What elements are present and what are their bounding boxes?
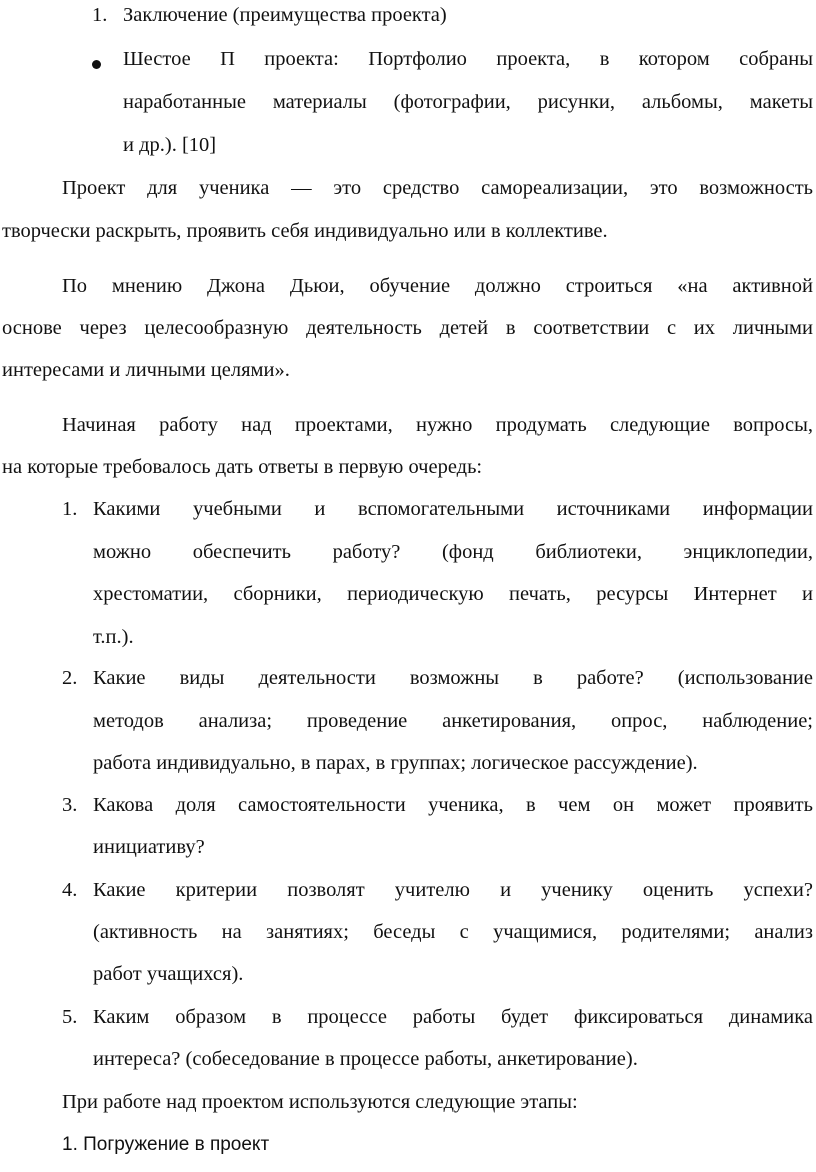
list-item-line: Какие критерии позволят учителю и ученику оценить успехи? — [93, 879, 813, 901]
list-item-line: Какова доля самостоятельности ученика, в чем он может проявить — [93, 794, 813, 816]
paragraph-line: При работе над проектом используются следующие этапы: — [62, 1091, 578, 1113]
list-item-line: инициативу? — [93, 836, 205, 858]
list-number: 4. — [62, 879, 78, 901]
paragraph-line: основе через целесообразную деятельность детей в соответствии с их личными — [2, 317, 813, 339]
list-item-line: можно обеспечить работу? (фонд библиотеки, энциклопедии, — [93, 541, 813, 563]
paragraph-line: По мнению Джона Дьюи, обучение должно строиться «на активной — [62, 275, 813, 297]
list-item-line: Какие виды деятельности возможны в работе? (использование — [93, 667, 813, 689]
list-item-text: Заключение (преимущества проекта) — [123, 4, 447, 26]
bullet-icon — [92, 60, 101, 69]
list-item-line: Каким образом в процессе работы будет фиксироваться динамика — [93, 1006, 813, 1028]
bullet-line: наработанные материалы (фотографии, рисунки, альбомы, макеты — [123, 91, 813, 113]
list-item-line: т.п.). — [93, 626, 134, 648]
bullet-line: и др.). [10] — [123, 134, 217, 156]
list-item-line: Какими учебными и вспомогательными источниками информации — [93, 498, 813, 520]
paragraph-line: Проект для ученика — это средство самореализации, это возможность — [62, 177, 813, 199]
list-number: 5. — [62, 1006, 78, 1028]
paragraph-line: интересами и личными целями». — [2, 359, 290, 381]
list-number: 1. — [62, 498, 78, 520]
paragraph-line: творчески раскрыть, проявить себя индивидуально или в коллективе. — [2, 220, 608, 242]
bullet-line: Шестое П проекта: Портфолио проекта, в котором собраны — [123, 48, 813, 70]
list-item-line: хрестоматии, сборники, периодическую печать, ресурсы Интернет и — [93, 583, 813, 605]
list-item-line: работ учащихся). — [93, 963, 244, 985]
paragraph-line: Начиная работу над проектами, нужно продумать следующие вопросы, — [62, 414, 813, 436]
list-number: 1. — [92, 4, 108, 26]
list-number: 3. — [62, 794, 78, 816]
list-item-line: интереса? (собеседование в процессе работы, анкетирование). — [93, 1048, 638, 1070]
paragraph-line: на которые требовалось дать ответы в первую очередь: — [2, 456, 483, 478]
list-number: 2. — [62, 667, 78, 689]
list-item-line: работа индивидуально, в парах, в группах; логическое рассуждение). — [93, 752, 698, 774]
stage-heading: 1. Погружение в проект — [62, 1134, 270, 1155]
list-item-line: (активность на занятиях; беседы с учащимися, родителями; анализ — [93, 921, 813, 943]
list-item-line: методов анализа; проведение анкетирования, опрос, наблюдение; — [93, 710, 813, 732]
